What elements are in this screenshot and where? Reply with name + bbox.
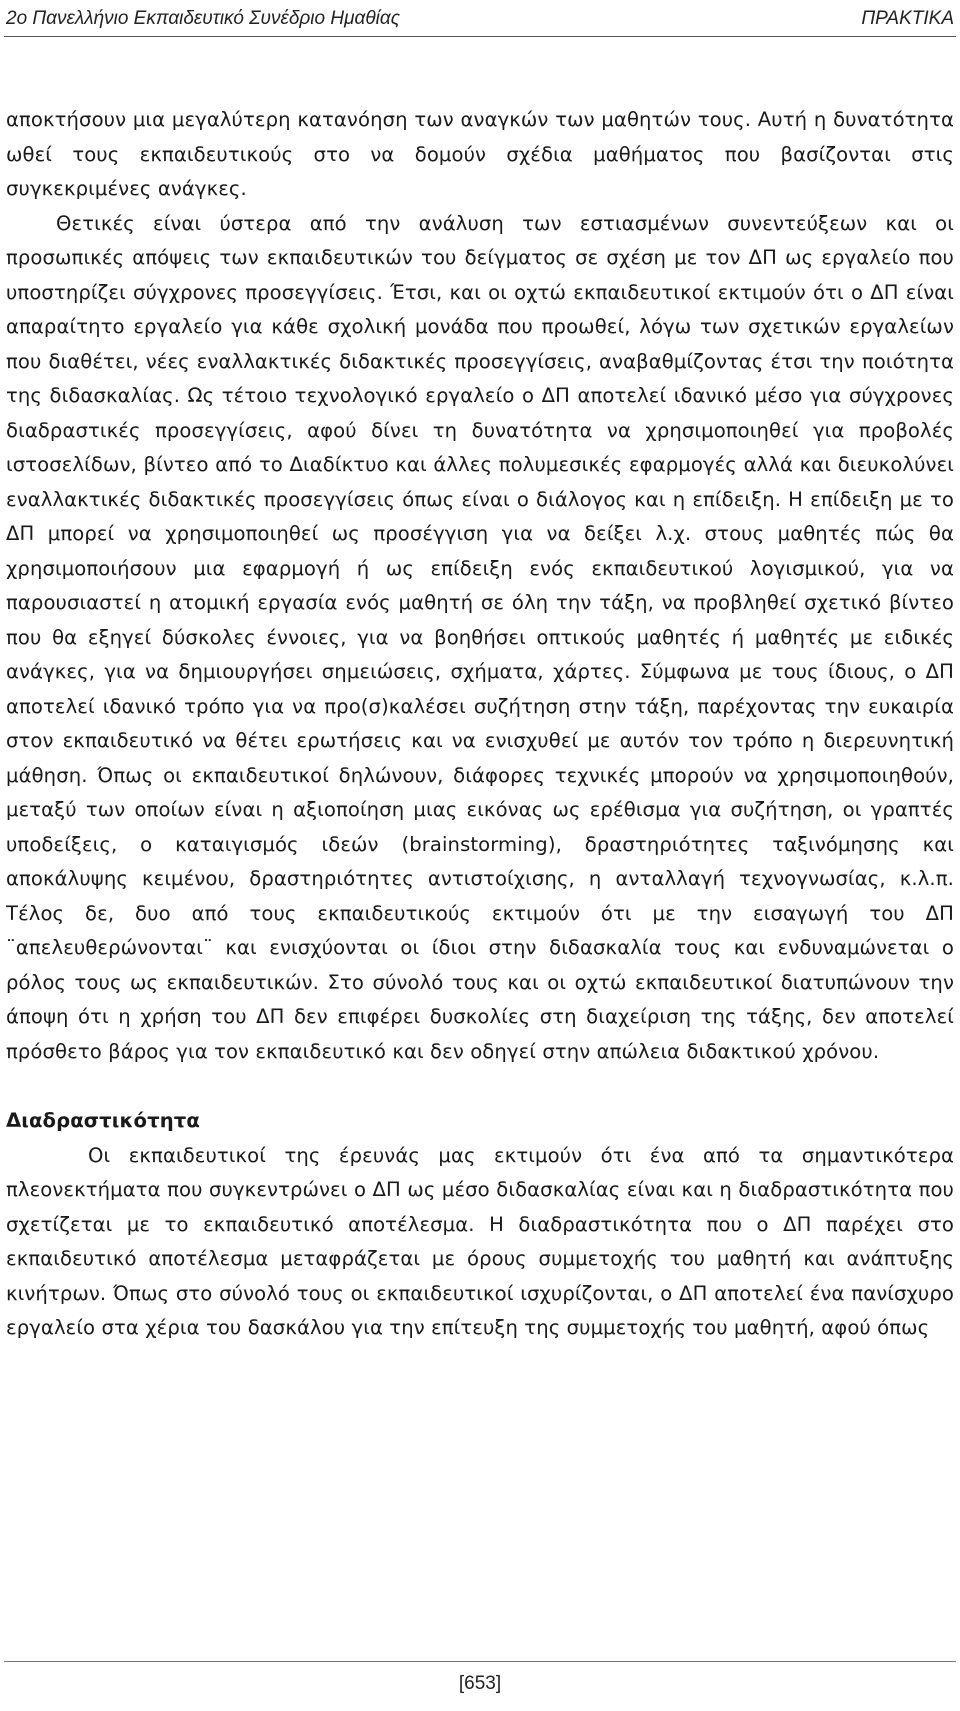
- section-label: ΠΡΑΚΤΙΚΑ: [861, 8, 954, 29]
- section-heading: Διαδραστικότητα: [6, 1109, 200, 1132]
- running-header: [6, 0, 954, 30]
- footer-divider: [4, 1661, 956, 1662]
- paragraph-interactivity: Οι εκπαιδευτικοί της έρευνάς μας εκτιμούν ότι ένα από τα σημαντικότερα πλεονεκτήματα που συγκεντρώνει ο ΔΠ ως μέσο διδασκαλίας είναι και η διαδραστικότητα που σχετίζεται με το εκπαιδευτικό αποτέλεσμα. Η διαδραστικότητα που ο ΔΠ παρέχει στο εκπαιδευτικό αποτέλεσμα μεταφράζεται με όρους συμμετοχής του μαθητή και ανάπτυξης κινήτρων. Όπως στο σύνολό τους οι εκπαιδευτικοί ισχυρίζονται, ο ΔΠ αποτελεί ένα πανίσχυρο εργαλείο στα χέρια του δασκάλου για την επίτευξη της συμμετοχής του μαθητή, αφού όπως: [6, 1143, 954, 1339]
- page-body: [6, 103, 954, 1346]
- paragraph-findings: Θετικές είναι ύστερα από την ανάλυση των εστιασμένων συνεντεύξεων και οι προσωπικές απόψεις των εκπαιδευτικών του δείγματος σε σχέση με τον ΔΠ ως εργαλείο που υποστηρίζει σύγχρονες προσεγγίσεις. Έτσι, και οι οχτώ εκπαιδευτικοί εκτιμούν ότι ο ΔΠ είναι απαραίτητο εργαλείο για κάθε σχολική μονάδα που προωθεί, λόγω των σχετικών εργαλείων που διαθέτει, νέες εναλλακτικές διδακτικές προσεγγίσεις, αναβαθμίζοντας έτσι την ποιότητα της διδασκαλίας. Ως τέτοιο τεχνολογικό εργαλείο ο ΔΠ αποτελεί ιδανικό μέσο για σύγχρονες διαδραστικές προσεγγίσεις, αφού δίνει τη δυνατότητα να χρησιμοποιηθεί για προβολές ιστοσελίδων, βίντεο από το Διαδίκτυο και άλλες πολυμεσικές εφαρμογές αλλά και διευκολύνει εναλλακτικές διδακτικές προσεγγίσεις όπως είναι ο διάλογος και η επίδειξη. Η επίδειξη με το ΔΠ μπορεί να χρησιμοποιηθεί ως προσέγγιση για να δείξει λ.χ. στους μαθητές πώς θα χρησιμοποιήσουν μια εφαρμογή ή ως επίδειξη ενός εκπαιδευτικού λογισμικού, για να παρουσιαστεί η ατομική εργασία ενός μαθητή σε όλη την τάξη, να προβληθεί σχετικό βίντεο που θα εξηγεί δύσκολες έννοιες, για να βοηθήσει οπτικούς μαθητές ή μαθητές με ειδικές ανάγκες, για να δημιουργήσει σημειώσεις, σχήματα, χάρτες. Σύμφωνα με τους ίδιους, ο ΔΠ αποτελεί ιδανικό τρόπο για να προ(σ)καλέσει συζήτηση στην τάξη, παρέχοντας την ευκαιρία στον εκπαιδευτικό να θέτει ερωτήσεις και να ενισχυθεί με αυτόν τον τρόπο η διερευνητική μάθηση. Όπως οι εκπαιδευτικοί δηλώνουν, διάφορες τεχνικές μπορούν να χρησιμοποιηθούν, μεταξύ των οποίων είναι η αξιοποίηση μιας εικόνας ως ερέθισμα για συζήτηση, οι γραπτές υποδείξεις, ο καταιγισμός ιδεών (brainstorming), δραστηριότητες ταξινόμησης και αποκάλυψης κειμένου, δραστηριότητες αντιστοίχισης, η ανταλλαγή τεχνογνωσίας, κ.λ.π. Τέλος δε, δυο από τους εκπαιδευτικούς εκτιμούν ότι με την εισαγωγή του ΔΠ ¨απελευθερώνονται¨ και ενισχύονται οι ίδιοι στην διδασκαλία τους και ενδυναμώνεται ο ρόλος τους ως εκπαιδευτικών. Στο σύνολό τους και οι οχτώ εκπαιδευτικοί διατυπώνουν την άποψη ότι η χρήση του ΔΠ δεν επιφέρει δυσκολίες στη διαχείριση της τάξης, δεν αποτελεί πρόσθετο βάρος για τον εκπαιδευτικό και δεν οδηγεί στην απώλεια διδακτικού χρόνου.: [6, 211, 954, 1063]
- page-number: [653]: [458, 1673, 502, 1694]
- paragraph-continued: αποκτήσουν μια μεγαλύτερη κατανόηση των αναγκών των μαθητών τους. Αυτή η δυνατότητα ωθεί τους εκπαιδευτικούς στο να δομούν σχέδια μαθήματος που βασίζονται στις συγκεκριμένες ανάγκες.: [6, 108, 954, 200]
- conference-title: 2ο Πανελλήνιο Εκπαιδευτικό Συνέδριο Ημαθίας: [6, 8, 400, 29]
- header-divider: [4, 36, 956, 37]
